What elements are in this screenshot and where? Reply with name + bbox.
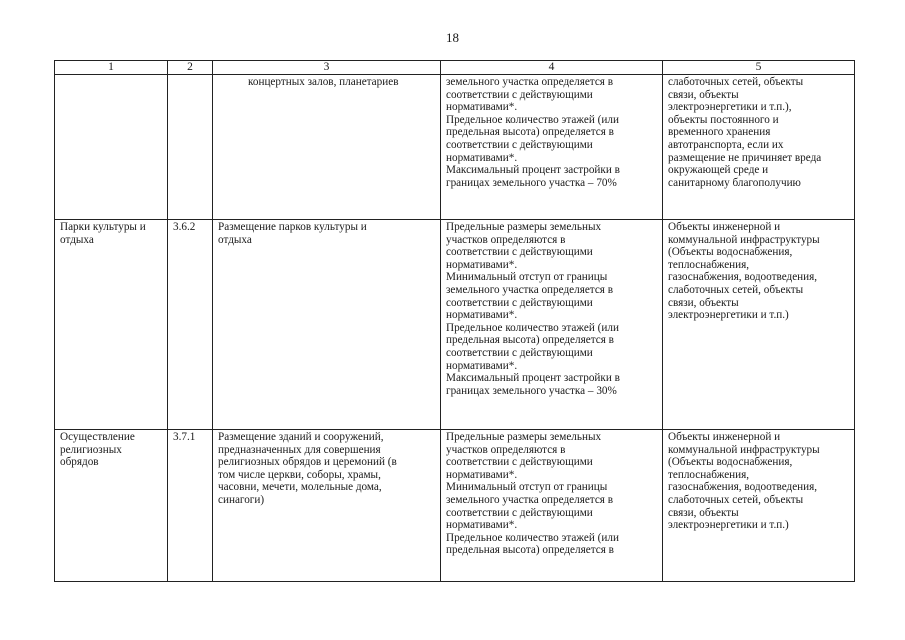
text-line: соответствии с действующими [446, 506, 593, 519]
text-line: коммунальной инфраструктуры [668, 233, 820, 246]
header-col-3: 3 [213, 61, 441, 75]
text-line: газоснабжения, водоотведения, [668, 271, 818, 284]
text-line: связи, объекты [668, 506, 739, 519]
text-line: Предельное количество этажей (или [446, 531, 619, 544]
page-number: 18 [446, 30, 459, 45]
text-line: участков определяются в [446, 443, 566, 456]
text-line: Осуществление [60, 431, 135, 443]
text-line: Предельное количество этажей (или [446, 113, 619, 126]
text-line: размещение не причиняет вреда [668, 151, 822, 164]
text-line: Минимальный отступ от границы [446, 481, 608, 494]
text-line: нормативами*. [446, 151, 518, 164]
text-line: том числе церкви, соборы, храмы, [218, 468, 381, 481]
text-line: обрядов [60, 456, 99, 469]
text-line: Минимальный отступ от границы [446, 271, 608, 284]
cell-parameters [441, 430, 663, 582]
text-line: нормативами*. [446, 468, 518, 481]
text-line: земельного участка определяется в [446, 283, 614, 296]
text-line: земельного участка определяется в [446, 76, 614, 88]
text-line: слаботочных сетей, объекты [668, 76, 804, 88]
zoning-table [54, 60, 855, 582]
cell-name [55, 75, 168, 220]
cell-name [55, 430, 168, 582]
text-line: нормативами*. [446, 258, 518, 271]
text-line: предельная высота) определяется в [446, 334, 614, 347]
text-line: временного хранения [668, 126, 771, 139]
text-line: соответствии с действующими [446, 456, 593, 469]
text-line: теплоснабжения, [668, 258, 750, 271]
cell-permitted [663, 75, 855, 220]
text-line: электроэнергетики и т.п.) [668, 309, 789, 322]
text-line: слаботочных сетей, объекты [668, 283, 804, 296]
text-line: синагоги) [218, 493, 265, 506]
text-line: 3.7.1 [173, 431, 196, 443]
text-line: окружающей среде и [668, 164, 769, 177]
text-line: соответствии с действующими [446, 346, 593, 359]
text-line: (Объекты водоснабжения, [668, 246, 793, 259]
text-line: Размещение зданий и сооружений, [218, 431, 384, 443]
text-line: предельная высота) определяется в [446, 544, 614, 557]
text-line: автотранспорта, если их [668, 138, 784, 151]
text-line: участков определяются в [446, 233, 566, 246]
text-line: нормативами*. [446, 359, 518, 372]
text-line: Объекты инженерной и [668, 221, 781, 233]
text-line: слаботочных сетей, объекты [668, 493, 804, 506]
cell-description [213, 75, 441, 220]
text-line: Максимальный процент застройки в [446, 372, 620, 385]
text-line: соответствии с действующими [446, 296, 593, 309]
text-line: теплоснабжения, [668, 468, 750, 481]
text-line: нормативами*. [446, 309, 518, 322]
text-line: отдыха [60, 233, 94, 246]
text-line: Предельное количество этажей (или [446, 321, 619, 334]
cell-description [213, 430, 441, 582]
text-line: электроэнергетики и т.п.), [668, 101, 792, 114]
text-line: границах земельного участка – 30% [446, 384, 617, 397]
cell-permitted [663, 430, 855, 582]
text-line: нормативами*. [446, 519, 518, 532]
text-line: соответствии с действующими [446, 138, 593, 151]
table-row [55, 220, 855, 430]
text-line: концертных залов, планетариев [248, 76, 399, 88]
cell-code [168, 220, 213, 430]
text-line: Размещение парков культуры и [218, 221, 367, 233]
header-col-1: 1 [55, 61, 168, 75]
text-line: предназначенных для совершения [218, 443, 381, 456]
header-row [55, 61, 855, 75]
table-row [55, 75, 855, 220]
text-line: 3.6.2 [173, 221, 196, 233]
text-line: часовни, мечети, молельные дома, [218, 481, 382, 494]
text-line: связи, объекты [668, 88, 739, 101]
cell-name [55, 220, 168, 430]
text-line: религиозных [60, 443, 122, 456]
text-line: отдыха [218, 233, 252, 246]
text-line: газоснабжения, водоотведения, [668, 481, 818, 494]
text-line: религиозных обрядов и церемоний (в [218, 456, 397, 469]
text-line: Максимальный процент застройки в [446, 164, 620, 177]
text-line: земельного участка определяется в [446, 493, 614, 506]
text-line: Предельные размеры земельных [446, 221, 602, 233]
text-line: коммунальной инфраструктуры [668, 443, 820, 456]
cell-code [168, 430, 213, 582]
cell-parameters [441, 220, 663, 430]
text-line: предельная высота) определяется в [446, 126, 614, 139]
text-line: соответствии с действующими [446, 246, 593, 259]
text-line: соответствии с действующими [446, 88, 593, 101]
cell-permitted [663, 220, 855, 430]
text-line: Парки культуры и [60, 221, 146, 233]
text-line: санитарному благополучию [668, 176, 801, 189]
table-row [55, 430, 855, 582]
text-line: границах земельного участка – 70% [446, 176, 617, 189]
header-col-4: 4 [441, 61, 663, 75]
text-line: нормативами*. [446, 101, 518, 114]
text-line: объекты постоянного и [668, 113, 779, 126]
text-line: (Объекты водоснабжения, [668, 456, 793, 469]
text-line: Объекты инженерной и [668, 431, 781, 443]
header-col-2: 2 [168, 61, 213, 75]
text-line: Предельные размеры земельных [446, 431, 602, 443]
header-col-5: 5 [663, 61, 855, 75]
cell-description [213, 220, 441, 430]
cell-code [168, 75, 213, 220]
text-line: электроэнергетики и т.п.) [668, 519, 789, 532]
text-line: связи, объекты [668, 296, 739, 309]
cell-parameters [441, 75, 663, 220]
